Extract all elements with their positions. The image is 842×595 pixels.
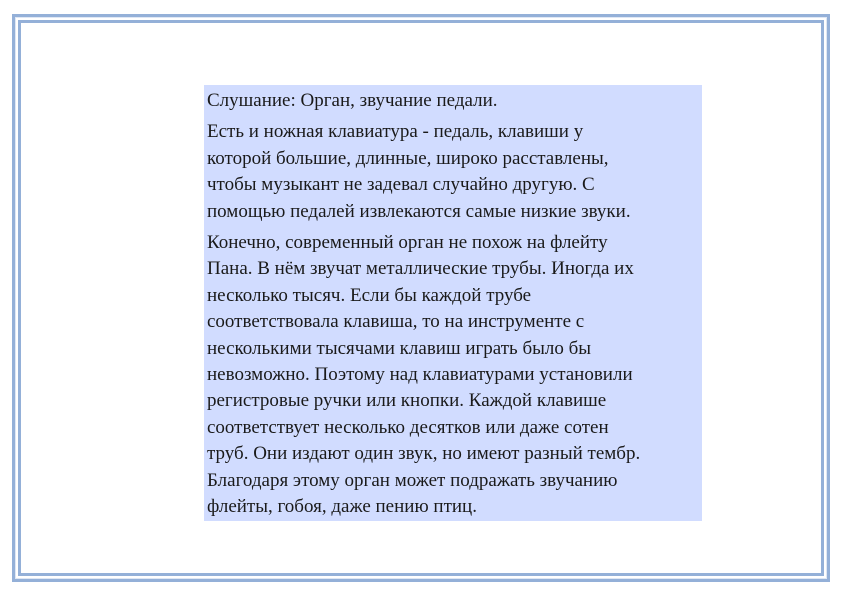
pedal-paragraph: Есть и ножная клавиатура - педаль, клавиши у которой большие, длинные, широко расставлены, чтобы музыкант не задевал случайно другую. С помощью педалей извлекаются самые низкие звуки.	[207, 121, 631, 222]
text-block	[204, 85, 702, 521]
heading-paragraph: Слушание: Орган, звучание педали.	[207, 90, 498, 111]
organ-paragraph: Конечно, современный орган не похож на флейту Пана. В нём звучат металлические трубы. Иногда их несколько тысяч. Если бы каждой трубе соответствовала клавиша, то на инструменте с несколькими тысячами клавиш играть было бы невозможно. Поэтому над клавиатурами установили регистровые ручки или кнопки. Каждой клавише соответствует несколько десятков или даже сотен труб. Они издают один звук, но имеют разный тембр. Благодаря этому орган может подражать звучанию флейты, гобоя, даже пению птиц.	[207, 232, 641, 518]
